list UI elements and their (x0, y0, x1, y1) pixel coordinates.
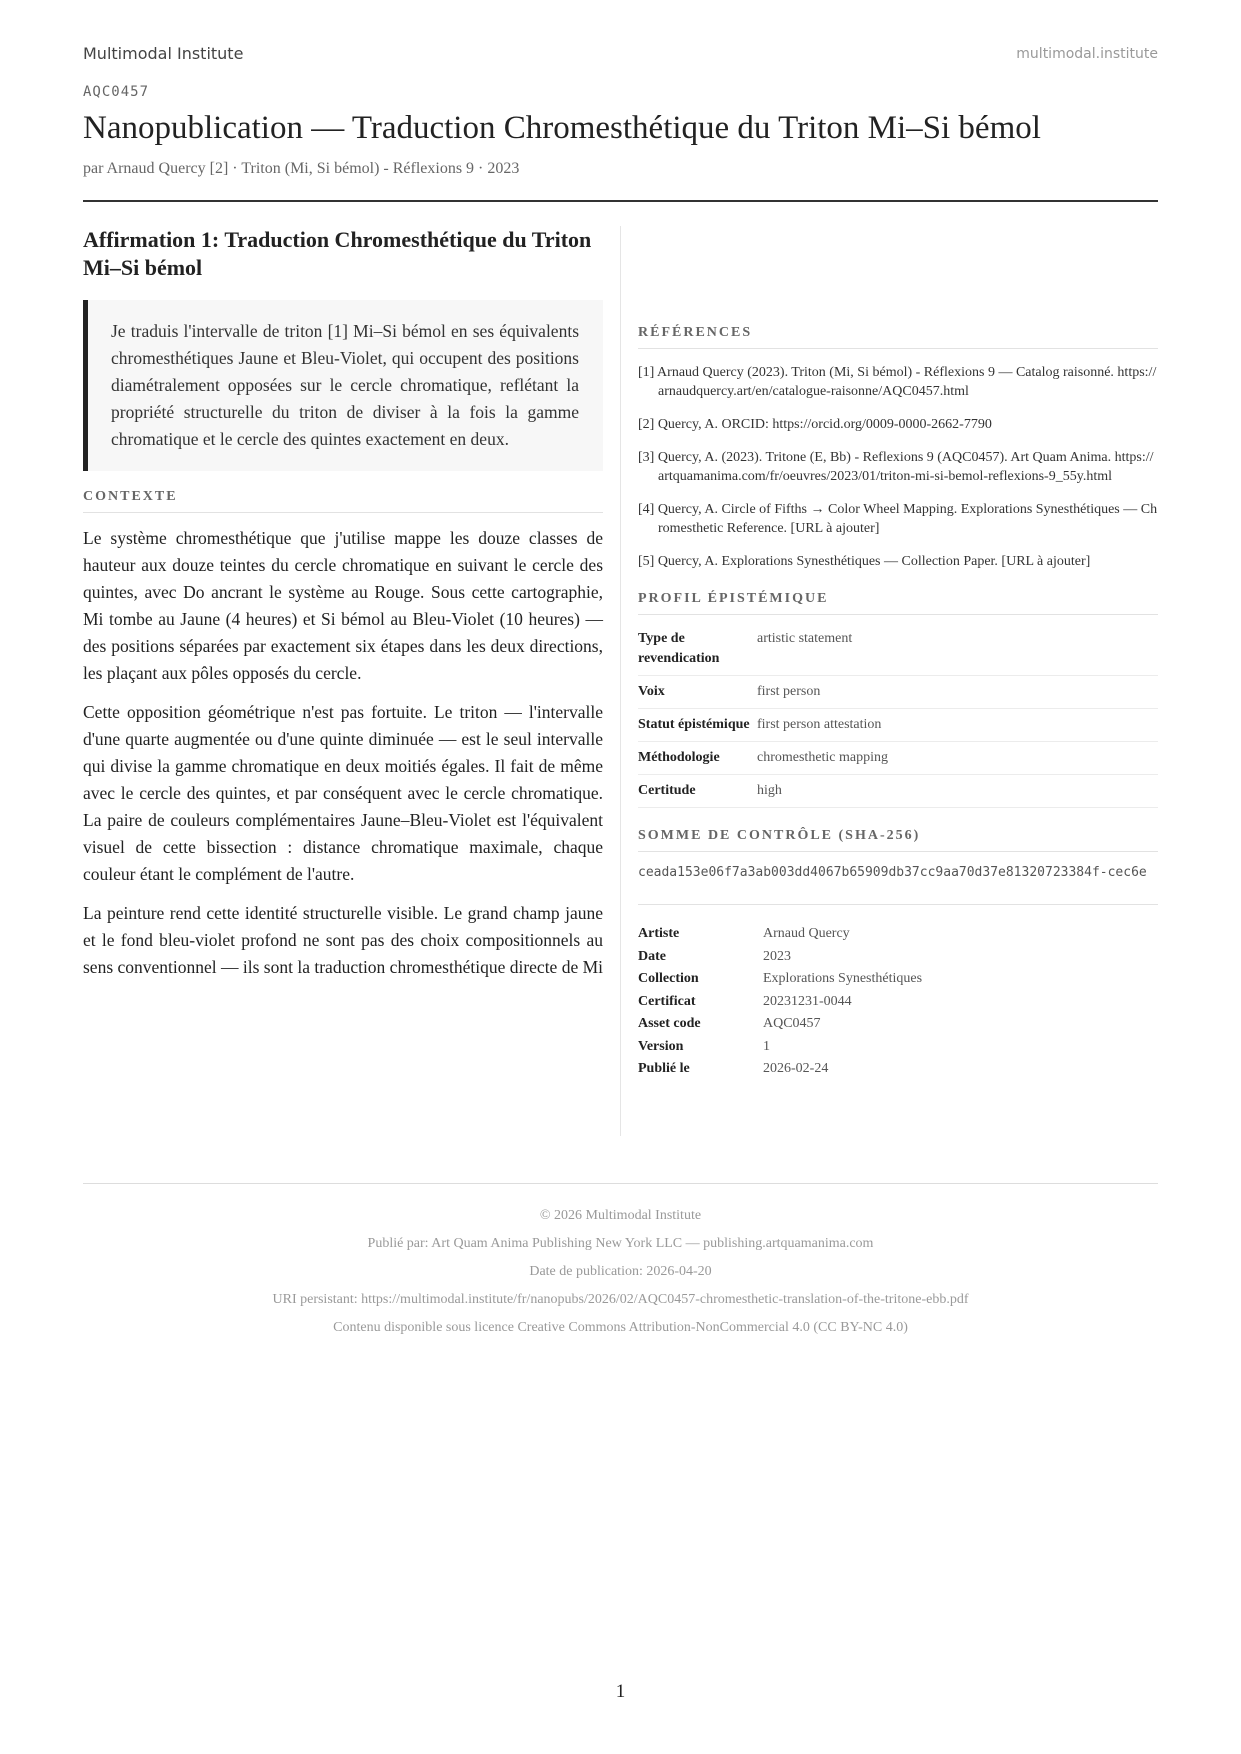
reference-item[interactable]: [1] Arnaud Quercy (2023). Triton (Mi, Si bémol) - Réflexions 9 — Catalog raisonné. https://arnaudquercy.art/en/catalogue-raisonne/AQC0457.html (638, 365, 1157, 399)
context-paragraph-3-continued (638, 226, 1158, 307)
metadata-value: 1 (763, 1038, 770, 1054)
profile-value: first person attestation (757, 709, 1158, 742)
metadata-value: 20231231-0044 (763, 993, 852, 1009)
table-row (638, 968, 1158, 991)
context-label: CONTEXTE (83, 489, 603, 513)
right-column (638, 226, 1158, 1081)
profile-value: artistic statement (757, 623, 1158, 676)
table-row (638, 742, 1158, 775)
metadata-key: Publié le (638, 1061, 690, 1076)
page-title: Nanopublication — Traduction Chromesthétique du Triton Mi–Si bémol (83, 110, 1041, 146)
reference-item: [4] Quercy, A. Circle of Fifths → Color Wheel Mapping. Explorations Synesthétiques — Chromesthetic Reference. [URL à ajouter] (638, 502, 1158, 536)
context-paragraph-2: Cette opposition géométrique n'est pas fortuite. Le triton — l'intervalle d'une quarte augmentée ou d'une quinte diminuée — est le seul intervalle qui divise la gamme chromatique en deux moitiés égales. Il fait de même avec le cercle des quintes, et par conséquent avec le cercle chromatique. La paire de couleurs complémentaires Jaune–Bleu-Violet est l'équivalent visuel de cette bissection : distance chromatique maximale, chaque couleur étant le complément de l'autre. (83, 702, 603, 884)
metadata-key: Collection (638, 971, 699, 986)
profile-key: Type de revendication (638, 623, 757, 676)
context-paragraph-1: Le système chromesthétique que j'utilise mappe les douze classes de hauteur aux douze teintes du cercle chromatique en suivant le cercle des quintes, avec Do ancrant le système au Rouge. Sous cette cartographie, Mi tombe au Jaune (4 heures) et Si bémol au Bleu-Violet (10 heures) — des positions séparées par exactement six étapes dans les deux directions, les plaçant aux pôles opposés du cercle. (83, 528, 603, 683)
profile-value: chromesthetic mapping (757, 742, 1158, 775)
page-footer (83, 1202, 1158, 1342)
metadata-key: Date (638, 948, 666, 964)
metadata-value: 2023 (763, 948, 791, 964)
checksum-value: ceada153e06f7a3ab003dd4067b65909db37cc9aa70d37e81320723384f-cec6e (638, 864, 1158, 905)
profile-key: Certitude (638, 775, 757, 808)
reference-item[interactable]: [3] Quercy, A. (2023). Tritone (E, Bb) - Reflexions 9 (AQC0457). Art Quam Anima. https://artquamanima.com/fr/oeuvres/2023/01/triton-mi-si-bemol-reflexions-9_55y.html (638, 450, 1154, 484)
metadata-value: Arnaud Quercy (763, 926, 850, 941)
metadata-value: Explorations Synesthétiques (763, 971, 923, 986)
metadata-table (638, 923, 1158, 1081)
table-row (638, 923, 1158, 946)
table-row (638, 1036, 1158, 1059)
context-paragraph-3-start: La peinture rend cette identité structurelle visible. Le grand champ jaune et le fond bleu-violet profond ne sont pas des choix compositionnels au sens conventionnel — ils sont la traduction chromesthétique directe de Mi (83, 903, 603, 977)
footer-publisher[interactable]: Publié par: Art Quam Anima Publishing New York LLC — publishing.artquamanima.com (367, 1236, 874, 1251)
checksum-label: SOMME DE CONTRÔLE (SHA-256) (638, 828, 1158, 852)
asset-code: AQC0457 (83, 84, 150, 100)
metadata-key: Asset code (638, 1016, 701, 1031)
metadata-key: Artiste (638, 926, 680, 941)
page-header (83, 44, 1158, 68)
brand-name: Multimodal Institute (83, 44, 244, 63)
table-row (638, 991, 1158, 1014)
epistemic-profile-table (638, 623, 1158, 808)
table-row (638, 775, 1158, 808)
table-row (638, 623, 1158, 676)
table-row (638, 946, 1158, 969)
byline: par Arnaud Quercy [2] · Triton (Mi, Si bémol) - Réflexions 9 · 2023 (83, 160, 520, 177)
table-row (638, 1058, 1158, 1081)
context-body (83, 525, 603, 981)
footer-publication-date: Date de publication: 2026-04-20 (529, 1264, 712, 1279)
profile-value: first person (757, 676, 1158, 709)
footer-persistent-uri[interactable]: URI persistant: https://multimodal.institute/fr/nanopubs/2026/02/AQC0457-chromesthetic-translation-of-the-tritone-ebb.pdf (272, 1292, 969, 1307)
footer-divider (83, 1183, 1158, 1184)
reference-item[interactable]: [2] Quercy, A. ORCID: https://orcid.org/0009-0000-2662-7790 (638, 417, 992, 432)
metadata-value: AQC0457 (763, 1016, 821, 1031)
footer-license: Contenu disponible sous licence Creative Commons Attribution-NonCommercial 4.0 (CC BY-NC 4.0) (333, 1320, 908, 1335)
page-number: 1 (615, 1681, 626, 1702)
claim-quote: Je traduis l'intervalle de triton [1] Mi–Si bémol en ses équivalents chromesthétiques Jaune et Bleu-Violet, qui occupent des positions diamétralement opposées sur le cercle chromatique, reflétant la propriété structurelle du triton de diviser à la fois la gamme chromatique et le cercle des quintes exactement en deux. (83, 300, 603, 471)
references-list (638, 363, 1158, 571)
profile-key: Voix (638, 676, 757, 709)
table-row (638, 676, 1158, 709)
reference-item: [5] Quercy, A. Explorations Synesthétiques — Collection Paper. [URL à ajouter] (638, 554, 1091, 569)
profile-label: PROFIL ÉPISTÉMIQUE (638, 591, 1158, 615)
metadata-key: Version (638, 1038, 684, 1054)
header-divider (83, 200, 1158, 202)
profile-key: Statut épistémique (638, 709, 757, 742)
references-label: RÉFÉRENCES (638, 325, 1158, 349)
metadata-value: 2026-02-24 (763, 1061, 829, 1076)
profile-value: high (757, 775, 1158, 808)
site-domain[interactable]: multimodal.institute (1016, 46, 1158, 62)
table-row (638, 709, 1158, 742)
column-divider (620, 226, 621, 1136)
table-row (638, 1013, 1158, 1036)
footer-copyright: © 2026 Multimodal Institute (539, 1208, 702, 1223)
claim-heading: Affirmation 1: Traduction Chromesthétique du Triton Mi–Si bémol (83, 227, 592, 280)
left-column (83, 226, 603, 993)
metadata-key: Certificat (638, 993, 696, 1009)
profile-key: Méthodologie (638, 742, 757, 775)
